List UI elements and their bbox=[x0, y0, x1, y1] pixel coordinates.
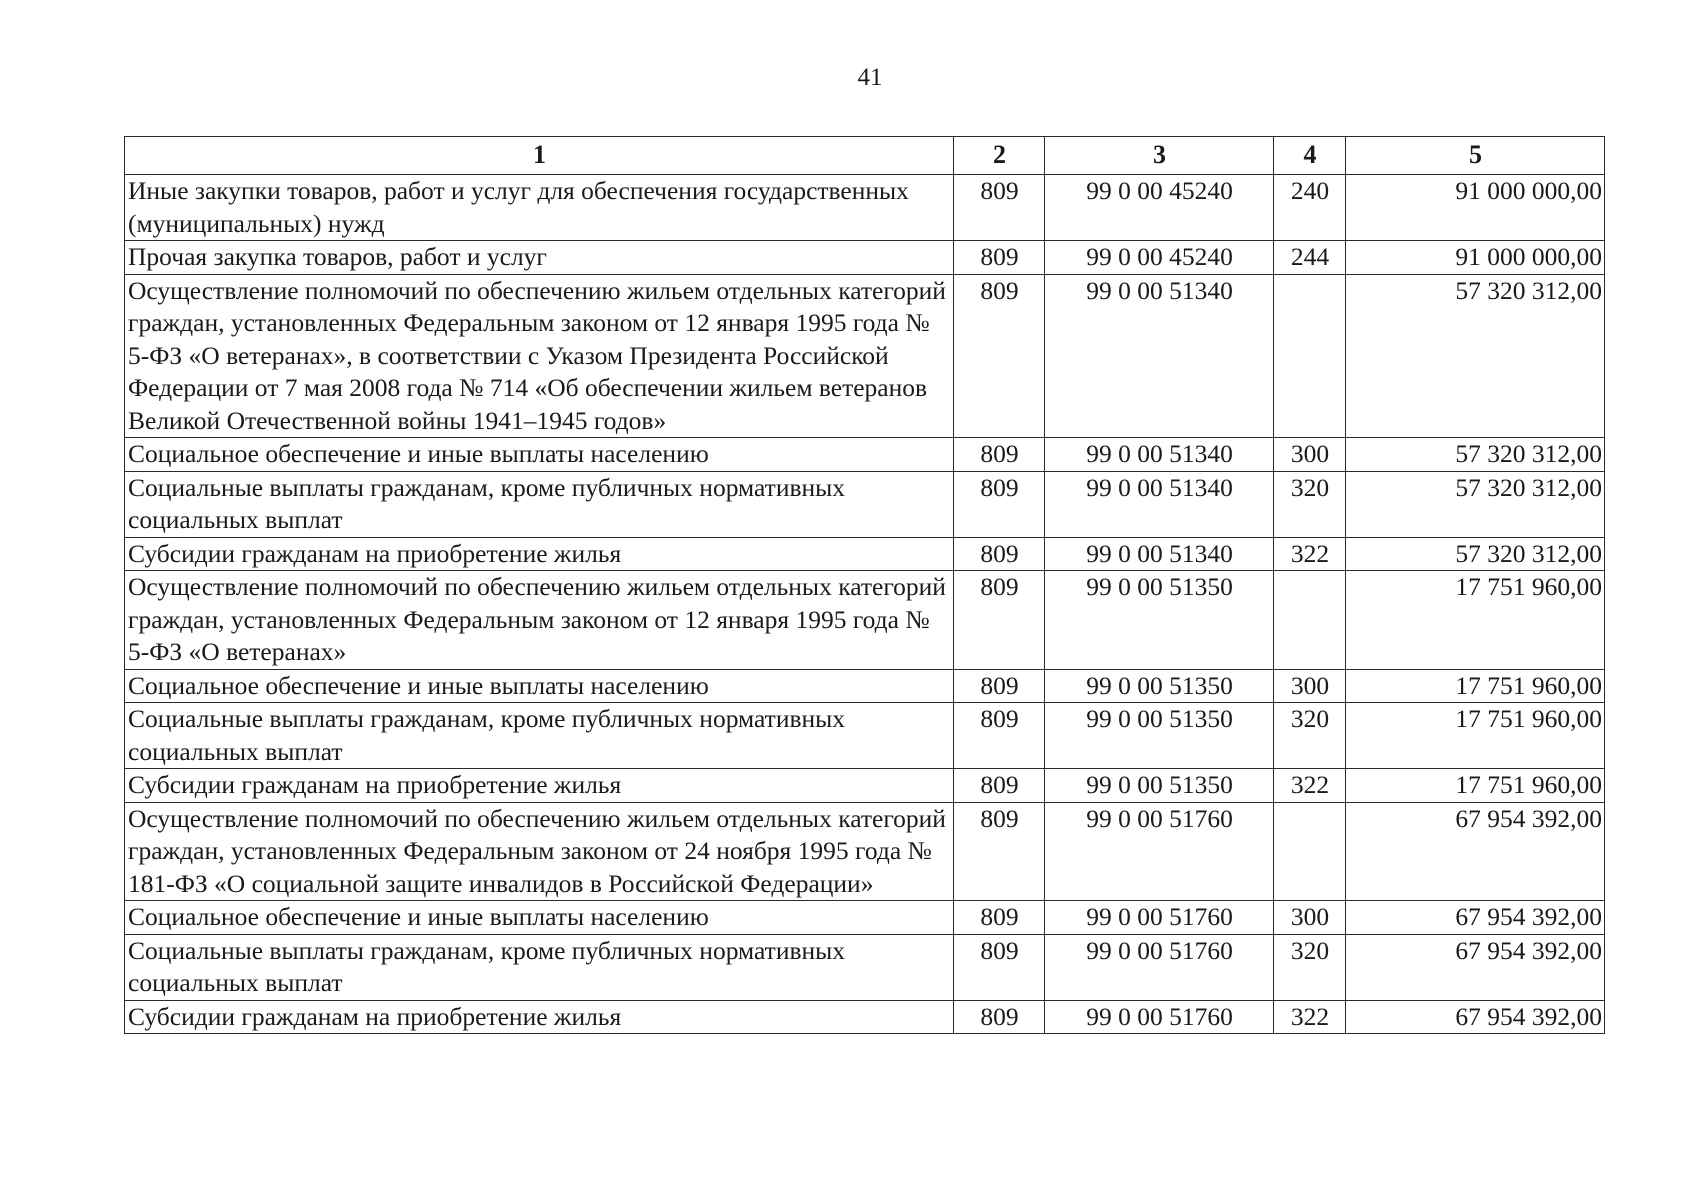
row-target-article: 99 0 00 51760 bbox=[1045, 934, 1274, 1000]
table-row bbox=[125, 241, 1605, 275]
row-expense-type: 322 bbox=[1274, 537, 1346, 571]
table-row bbox=[125, 571, 1605, 670]
row-name: Иные закупки товаров, работ и услуг для обеспечения государственных (муниципальных) нужд bbox=[125, 175, 954, 241]
row-expense-type: 320 bbox=[1274, 703, 1346, 769]
row-expense-type: 320 bbox=[1274, 471, 1346, 537]
row-name: Субсидии гражданам на приобретение жилья bbox=[125, 769, 954, 803]
row-expense-type: 240 bbox=[1274, 175, 1346, 241]
row-target-article: 99 0 00 51350 bbox=[1045, 703, 1274, 769]
row-name: Осуществление полномочий по обеспечению жильем отдельных категорий граждан, установленных Федеральным законом от 12 января 1995 года № 5-ФЗ «О ветеранах» bbox=[125, 571, 954, 670]
row-name: Социальное обеспечение и иные выплаты населению bbox=[125, 901, 954, 935]
row-name: Осуществление полномочий по обеспечению жильем отдельных категорий граждан, установленных Федеральным законом от 24 ноября 1995 года № 181-ФЗ «О социальной защите инвалидов в Российской Федерации» bbox=[125, 802, 954, 901]
table-row bbox=[125, 471, 1605, 537]
row-target-article: 99 0 00 45240 bbox=[1045, 175, 1274, 241]
row-expense-type bbox=[1274, 802, 1346, 901]
row-amount: 67 954 392,00 bbox=[1346, 802, 1605, 901]
row-target-article: 99 0 00 51340 bbox=[1045, 537, 1274, 571]
row-name: Субсидии гражданам на приобретение жилья bbox=[125, 537, 954, 571]
row-amount: 17 751 960,00 bbox=[1346, 769, 1605, 803]
row-name: Осуществление полномочий по обеспечению жильем отдельных категорий граждан, установленных Федеральным законом от 12 января 1995 года № 5-ФЗ «О ветеранах», в соответствии с Указом Президента Российской Федерации от 7 мая 2008 года № 714 «Об обеспечении жильем ветеранов Великой Отечественной войны 1941–1945 годов» bbox=[125, 274, 954, 438]
table-row bbox=[125, 438, 1605, 472]
table-row bbox=[125, 703, 1605, 769]
table-row bbox=[125, 274, 1605, 438]
table-row bbox=[125, 901, 1605, 935]
table-row bbox=[125, 934, 1605, 1000]
table-row bbox=[125, 769, 1605, 803]
row-amount: 67 954 392,00 bbox=[1346, 1000, 1605, 1034]
header-col-3: 3 bbox=[1045, 137, 1274, 175]
row-target-article: 99 0 00 51760 bbox=[1045, 1000, 1274, 1034]
row-amount: 17 751 960,00 bbox=[1346, 703, 1605, 769]
row-target-article: 99 0 00 51340 bbox=[1045, 471, 1274, 537]
row-name: Социальные выплаты гражданам, кроме публичных нормативных социальных выплат bbox=[125, 934, 954, 1000]
row-ved-code: 809 bbox=[954, 274, 1045, 438]
row-amount: 17 751 960,00 bbox=[1346, 669, 1605, 703]
row-amount: 57 320 312,00 bbox=[1346, 471, 1605, 537]
row-target-article: 99 0 00 51340 bbox=[1045, 438, 1274, 472]
header-col-1: 1 bbox=[125, 137, 954, 175]
table-row bbox=[125, 175, 1605, 241]
header-col-5: 5 bbox=[1346, 137, 1605, 175]
header-col-2: 2 bbox=[954, 137, 1045, 175]
row-expense-type: 244 bbox=[1274, 241, 1346, 275]
row-target-article: 99 0 00 51350 bbox=[1045, 571, 1274, 670]
table-row bbox=[125, 1000, 1605, 1034]
row-ved-code: 809 bbox=[954, 471, 1045, 537]
row-ved-code: 809 bbox=[954, 802, 1045, 901]
row-ved-code: 809 bbox=[954, 703, 1045, 769]
table-row bbox=[125, 537, 1605, 571]
row-target-article: 99 0 00 51760 bbox=[1045, 901, 1274, 935]
row-expense-type bbox=[1274, 274, 1346, 438]
row-target-article: 99 0 00 45240 bbox=[1045, 241, 1274, 275]
row-ved-code: 809 bbox=[954, 1000, 1045, 1034]
row-target-article: 99 0 00 51760 bbox=[1045, 802, 1274, 901]
row-expense-type: 320 bbox=[1274, 934, 1346, 1000]
row-ved-code: 809 bbox=[954, 571, 1045, 670]
row-amount: 67 954 392,00 bbox=[1346, 901, 1605, 935]
row-target-article: 99 0 00 51340 bbox=[1045, 274, 1274, 438]
row-name: Социальное обеспечение и иные выплаты населению bbox=[125, 669, 954, 703]
row-ved-code: 809 bbox=[954, 241, 1045, 275]
row-amount: 57 320 312,00 bbox=[1346, 438, 1605, 472]
row-name: Субсидии гражданам на приобретение жилья bbox=[125, 1000, 954, 1034]
row-expense-type bbox=[1274, 571, 1346, 670]
row-amount: 91 000 000,00 bbox=[1346, 175, 1605, 241]
row-target-article: 99 0 00 51350 bbox=[1045, 769, 1274, 803]
row-name: Социальное обеспечение и иные выплаты населению bbox=[125, 438, 954, 472]
row-target-article: 99 0 00 51350 bbox=[1045, 669, 1274, 703]
budget-table bbox=[124, 136, 1605, 1034]
table-row bbox=[125, 669, 1605, 703]
row-name: Прочая закупка товаров, работ и услуг bbox=[125, 241, 954, 275]
row-amount: 91 000 000,00 bbox=[1346, 241, 1605, 275]
row-expense-type: 300 bbox=[1274, 901, 1346, 935]
row-ved-code: 809 bbox=[954, 934, 1045, 1000]
row-amount: 17 751 960,00 bbox=[1346, 571, 1605, 670]
header-col-4: 4 bbox=[1274, 137, 1346, 175]
row-expense-type: 300 bbox=[1274, 669, 1346, 703]
row-ved-code: 809 bbox=[954, 438, 1045, 472]
row-amount: 57 320 312,00 bbox=[1346, 537, 1605, 571]
row-ved-code: 809 bbox=[954, 669, 1045, 703]
table-row bbox=[125, 802, 1605, 901]
row-ved-code: 809 bbox=[954, 901, 1045, 935]
table-header-row bbox=[125, 137, 1605, 175]
row-ved-code: 809 bbox=[954, 537, 1045, 571]
row-expense-type: 322 bbox=[1274, 769, 1346, 803]
page-number: 41 bbox=[857, 64, 883, 91]
row-ved-code: 809 bbox=[954, 175, 1045, 241]
row-expense-type: 322 bbox=[1274, 1000, 1346, 1034]
row-name: Социальные выплаты гражданам, кроме публичных нормативных социальных выплат bbox=[125, 471, 954, 537]
row-amount: 67 954 392,00 bbox=[1346, 934, 1605, 1000]
row-expense-type: 300 bbox=[1274, 438, 1346, 472]
row-name: Социальные выплаты гражданам, кроме публичных нормативных социальных выплат bbox=[125, 703, 954, 769]
row-ved-code: 809 bbox=[954, 769, 1045, 803]
row-amount: 57 320 312,00 bbox=[1346, 274, 1605, 438]
